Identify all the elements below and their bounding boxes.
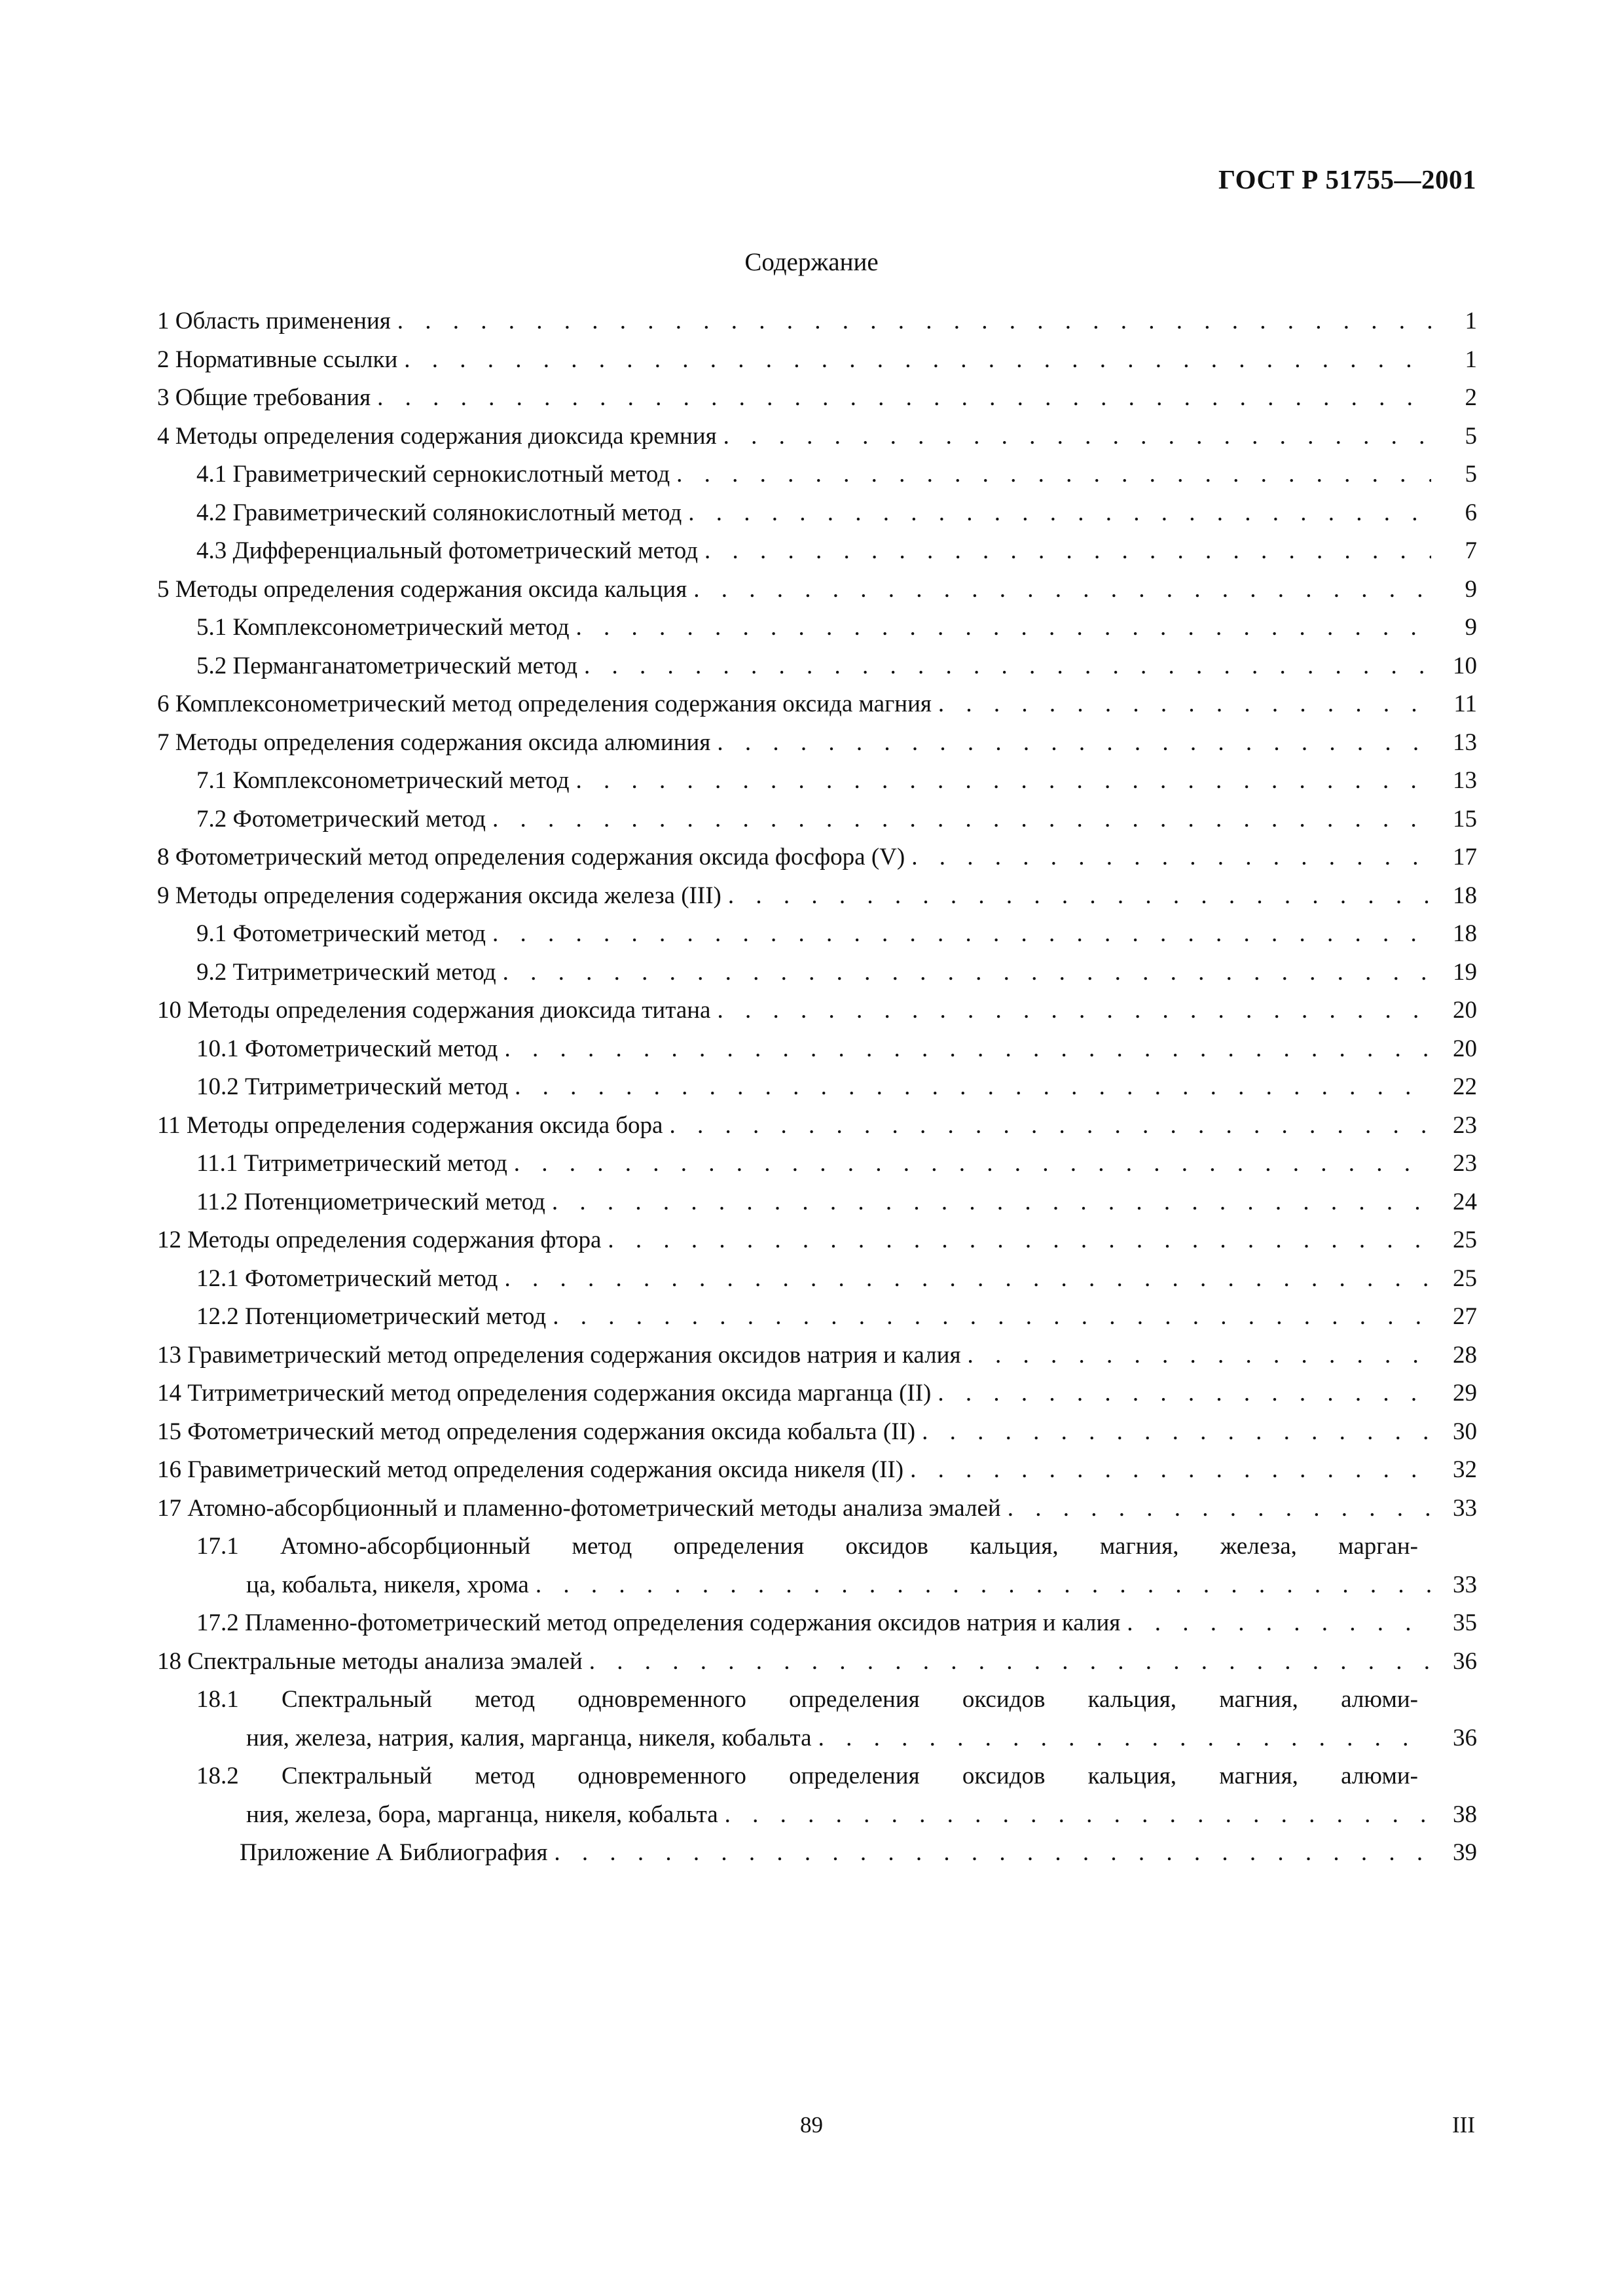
toc-entry-18-2-cont[interactable]: ния, железа, бора, марганца, никеля, кобальта . . . 38 [157,1796,1477,1835]
toc-entry-12-2[interactable]: 12.2 Потенциометрический метод . . . 27 [157,1298,1477,1336]
toc-entry-10-2[interactable]: 10.2 Титриметрический метод . . . 22 [157,1068,1477,1107]
toc-page: 32 [1453,1456,1477,1483]
toc-entry-18-1[interactable]: 18.1 Спектральный метод одновременного определения оксидов кальция, магния, алюми- [196,1686,1418,1713]
toc-page: 1 [1465,308,1477,334]
toc-page: 23 [1453,1150,1477,1177]
toc-entry-12[interactable]: 12 Методы определения содержания фтора . . . 25 [157,1221,1477,1260]
document-code: ГОСТ Р 51755—2001 [1218,164,1476,194]
toc-entry-7[interactable]: 7 Методы определения содержания оксида алюминия . . . 13 [157,724,1477,762]
toc-page: 6 [1465,499,1477,526]
toc-entry-15[interactable]: 15 Фотометрический метод определения содержания оксида кобальта (II) . . . 30 [157,1413,1477,1452]
toc-page: 39 [1453,1839,1477,1866]
toc-entry-8[interactable]: 8 Фотометрический метод определения содержания оксида фосфора (V) . . . 17 [157,838,1477,877]
toc-page: 5 [1465,461,1477,488]
toc-page: 33 [1453,1494,1477,1522]
toc-page: 20 [1453,1035,1477,1062]
toc-entry-appendix-a[interactable]: Приложение А Библиография . . . 39 [157,1834,1477,1873]
toc-page: 28 [1453,1341,1477,1369]
toc-page: 22 [1453,1073,1477,1100]
toc-entry-17[interactable]: 17 Атомно-абсорбционный и пламенно-фотометрический методы анализа эмалей . . . 33 [157,1490,1477,1528]
toc-entry-17-1[interactable]: 17.1 Атомно-абсорбционный метод определения оксидов кальция, магния, железа, марган- [196,1533,1418,1560]
toc-entry-4-1[interactable]: 4.1 Гравиметрический сернокислотный метод . . . 5 [157,456,1477,494]
toc-entry-11[interactable]: 11 Методы определения содержания оксида бора . . . 23 [157,1107,1477,1145]
toc-page: 25 [1453,1265,1477,1292]
toc-page: 25 [1453,1227,1477,1253]
page-number: 89 [800,2112,823,2138]
toc-entry-16[interactable]: 16 Гравиметрический метод определения содержания оксида никеля (II) . . . 32 [157,1451,1477,1490]
toc-entry-5-2[interactable]: 5.2 Перманганатометрический метод . . . 10 [157,647,1477,686]
toc-entry-5-1[interactable]: 5.1 Комплексонометрический метод . . . 9 [157,609,1477,647]
toc-entry-5[interactable]: 5 Методы определения содержания оксида кальция . . . 9 [157,571,1477,609]
toc-page: 24 [1453,1188,1477,1215]
toc-entry-17-1-cont[interactable]: ца, кобальта, никеля, хрома . . . 33 [157,1566,1477,1605]
toc-entry-10[interactable]: 10 Методы определения содержания диоксида титана . . . 20 [157,992,1477,1030]
toc-entry-1[interactable]: 1 Область применения . . . 1 [157,302,1477,341]
toc-page: 1 [1465,346,1477,373]
toc-page: 13 [1453,728,1477,756]
toc-entry-13[interactable]: 13 Гравиметрический метод определения содержания оксидов натрия и калия . . . 28 [157,1336,1477,1375]
toc-entry-12-1[interactable]: 12.1 Фотометрический метод . . . 25 [157,1260,1477,1299]
toc-page: 9 [1465,575,1477,603]
toc-entry-6[interactable]: 6 Комплексонометрический метод определения содержания оксида магния . . . 11 [157,685,1477,724]
toc-entry-18[interactable]: 18 Спектральные методы анализа эмалей . . . 36 [157,1643,1477,1681]
toc-page: 27 [1453,1303,1477,1330]
toc-page: 35 [1453,1609,1477,1636]
toc-entry-3[interactable]: 3 Общие требования . . . 2 [157,379,1477,418]
toc-entry-9-1[interactable]: 9.1 Фотометрический метод . . . 18 [157,915,1477,954]
toc-page: 7 [1465,537,1477,564]
toc-page: 10 [1453,652,1477,679]
toc-entry-2[interactable]: 2 Нормативные ссылки . . . 1 [157,341,1477,380]
toc-page: 5 [1465,422,1477,450]
toc-page: 38 [1453,1801,1477,1828]
toc-entry-17-2[interactable]: 17.2 Пламенно-фотометрический метод определения содержания оксидов натрия и калия . . . 35 [157,1604,1477,1643]
toc-entry-9-2[interactable]: 9.2 Титриметрический метод . . . 19 [157,954,1477,992]
toc-page: 33 [1453,1571,1477,1598]
toc-entry-11-1[interactable]: 11.1 Титриметрический метод . . . 23 [157,1145,1477,1183]
toc-entry-7-1[interactable]: 7.1 Комплексонометрический метод . . . 13 [157,762,1477,800]
toc-entry-9[interactable]: 9 Методы определения содержания оксида железа (III) . . . 18 [157,877,1477,916]
toc-entry-18-1-cont[interactable]: ния, железа, натрия, калия, марганца, никеля, кобальта . . . 36 [157,1719,1477,1758]
toc-page: 30 [1453,1418,1477,1445]
toc-entry-4-2[interactable]: 4.2 Гравиметрический солянокислотный метод . . . 6 [157,494,1477,533]
toc-page: 29 [1453,1380,1477,1407]
toc-page: 13 [1453,767,1477,794]
toc-page: 19 [1453,958,1477,986]
toc-page: 17 [1453,844,1477,870]
table-of-contents [157,302,1477,1873]
toc-page: 36 [1453,1724,1477,1751]
toc-page: 9 [1465,614,1477,641]
toc-entry-10-1[interactable]: 10.1 Фотометрический метод . . . 20 [157,1030,1477,1069]
toc-page: 18 [1453,920,1477,947]
toc-page: 20 [1453,997,1477,1024]
toc-entry-11-2[interactable]: 11.2 Потенциометрический метод . . . 24 [157,1183,1477,1222]
toc-entry-7-2[interactable]: 7.2 Фотометрический метод . . . 15 [157,800,1477,839]
toc-entry-14[interactable]: 14 Титриметрический метод определения содержания оксида марганца (II) . . . 29 [157,1374,1477,1413]
toc-page: 18 [1453,882,1477,909]
toc-title: Содержание [744,248,879,276]
toc-page: 2 [1465,384,1477,411]
toc-page: 15 [1453,805,1477,833]
roman-page-number: III [1452,2112,1475,2138]
toc-page: 11 [1453,691,1477,717]
toc-page: 23 [1453,1111,1477,1139]
toc-entry-18-2[interactable]: 18.2 Спектральный метод одновременного определения оксидов кальция, магния, алюми- [196,1763,1418,1789]
toc-entry-4-3[interactable]: 4.3 Дифференциальный фотометрический метод . . . 7 [157,532,1477,571]
toc-page: 36 [1453,1647,1477,1675]
toc-entry-4[interactable]: 4 Методы определения содержания диоксида кремния . . . 5 [157,418,1477,456]
